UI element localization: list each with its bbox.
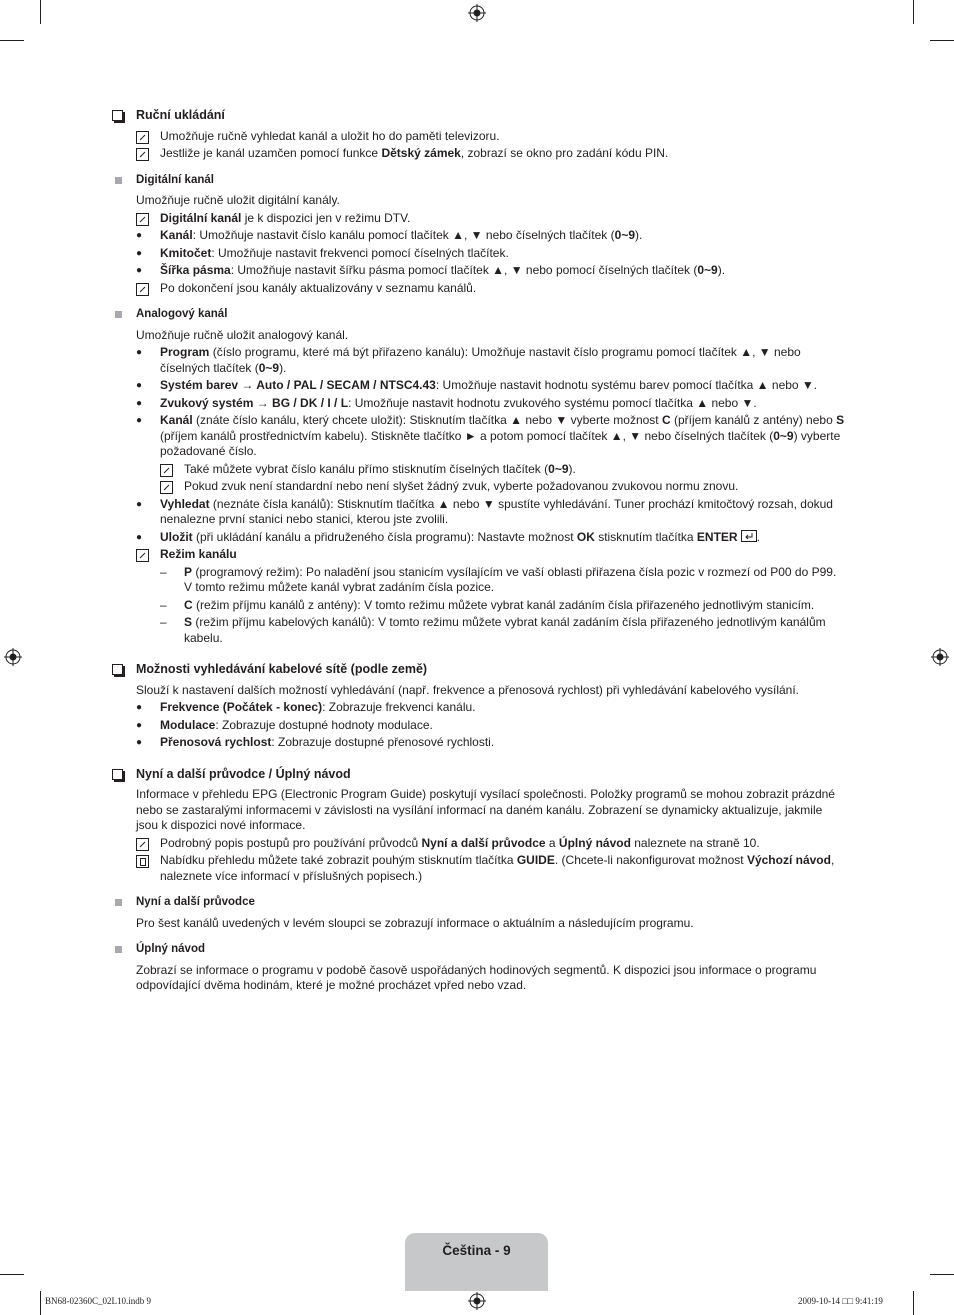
page-content	[112, 108, 847, 996]
square-bullet-icon	[115, 899, 122, 906]
registration-mark-icon	[4, 648, 22, 666]
crop-mark	[40, 0, 41, 24]
checkbox-square-icon	[112, 110, 123, 121]
list-item: ● Šířka pásma: Umožňuje nastavit šířku pásma pomocí tlačítek ▲, ▼ nebo pomocí číselných tlačítek (0~9).	[136, 263, 726, 277]
list-item: ● Vyhledat (neznáte čísla kanálů): Stisknutím tlačítka ▲ nebo ▼ spustíte vyhledávání. Tuner prochází kmitočtový rozsah, dokud nenalezne první stanici nebo stanici, kterou jste zvolili.	[136, 496, 833, 526]
tip-item: Nabídku přehledu můžete také zobrazit pouhým stisknutím tlačítka GUIDE. (Chcete-li nakonfigurovat možnost Výchozí návod, naleznete více informací v příslušných popisech.)	[112, 853, 847, 884]
crop-mark	[913, 1291, 914, 1315]
dash-icon: –	[160, 597, 167, 612]
section-title-guide: Nyní a další průvodce / Úplný návod	[112, 767, 847, 783]
paragraph: Informace v přehledu EPG (Electronic Program Guide) poskytují vysílací společnosti. Položky programů se mohou zobrazit prázdné nebo se zastaralými informacemi v závislosti na vysílání informací na daném kanálu. Zobrazení se dynamicky aktualizuje, jakmile jsou k dispozici nové informace.	[136, 787, 835, 832]
list-item: ● Frekvence (Počátek - konec): Zobrazuje frekvenci kanálu.	[136, 700, 476, 714]
dash-item: – P (programový režim): Po naladění jsou stanicím vysílajícím ve vaší oblasti přiřazena čísla pozic v rozmezí od P00 do P99. V tomto režimu můžete kanál vybrat zadáním čísla pozice.	[160, 564, 837, 594]
enter-key-icon	[741, 530, 757, 542]
note-icon	[160, 481, 173, 494]
remote-tip-icon	[136, 855, 149, 868]
note-item: Digitální kanál je k dispozici jen v režimu DTV.	[112, 211, 847, 227]
bullet-icon: ●	[136, 737, 143, 748]
registration-mark-icon	[931, 648, 949, 666]
registration-mark-icon	[468, 4, 486, 22]
list-item: ● Zvukový systém → BG / DK / I / L: Umožňuje nastavit hodnotu zvukového systému pomocí tlačítka ▲ nebo ▼.	[136, 395, 757, 410]
bullet-icon: ●	[136, 415, 143, 426]
square-bullet-icon	[115, 946, 122, 953]
paragraph: Umožňuje ručně uložit analogový kanál.	[136, 327, 349, 342]
paragraph: Pro šest kanálů uvedených v levém sloupci se zobrazují informace o aktuálním a následujícím programu.	[136, 915, 694, 930]
bullet-icon: ●	[136, 247, 143, 259]
bullet-icon: ●	[136, 719, 143, 731]
square-bullet-icon	[115, 177, 122, 184]
note-item: Režim kanálu	[112, 547, 847, 563]
subsection-title-digital: Digitální kanál	[112, 173, 847, 189]
paragraph: Slouží k nastavení dalších možností vyhledávání (např. frekvence a přenosová rychlost) při vyhledávání kabelového vysílání.	[136, 682, 800, 697]
paragraph: Zobrazí se informace o programu v podobě časově uspořádaných hodinových segmentů. K dispozici jsou informace o programu odpovídající dvěma hodinám, které je možné procházet vpřed nebo vzad.	[136, 962, 817, 992]
note-item: Jestliže je kanál uzamčen pomocí funkce Dětský zámek, zobrazí se okno pro zadání kódu PIN.	[112, 146, 847, 162]
section-title-cable: Možnosti vyhledávání kabelové sítě (podle země)	[112, 662, 847, 678]
registration-mark-icon	[468, 1292, 486, 1310]
subsection-title-analog: Analogový kanál	[112, 307, 847, 323]
crop-mark	[930, 1274, 954, 1275]
dash-icon: –	[160, 615, 167, 629]
dash-item: – C (režim příjmu kanálů z antény): V tomto režimu můžete vybrat kanál zadáním čísla přiřazeného jednotlivým stanicím.	[160, 597, 815, 612]
list-item: ● Přenosová rychlost: Zobrazuje dostupné přenosové rychlosti.	[136, 735, 495, 749]
note-icon	[136, 213, 149, 226]
section-title-manual: Ruční ukládání	[112, 108, 847, 124]
print-slug-left: BN68-02360C_02L10.indb 9	[45, 1296, 152, 1306]
bullet-icon: ●	[136, 265, 143, 276]
note-icon	[136, 148, 149, 161]
subsection-title-full-guide: Úplný návod	[112, 942, 847, 958]
bullet-icon: ●	[136, 347, 143, 358]
note-icon	[136, 549, 149, 562]
dash-icon: –	[160, 564, 167, 579]
list-item: ● Kanál (znáte číslo kanálu, který chcete uložit): Stisknutím tlačítka ▲ nebo ▼ vyberte možnost C (příjem kanálů z antény) nebo S (příjem kanálů prostřednictvím kabelu). Stiskněte tlačítko ► a potom pomocí tlačítek ▲, ▼ nebo číselných tlačítek (0~9) vyberte požadované číslo.	[136, 413, 845, 458]
note-icon	[136, 283, 149, 296]
list-item: ● Kmitočet: Umožňuje nastavit frekvenci pomocí číselných tlačítek.	[136, 245, 509, 260]
bullet-icon: ●	[136, 702, 143, 713]
note-item: Pokud zvuk není standardní nebo není slyšet žádný zvuk, vyberte požadovanou zvukovou normu znovu.	[112, 479, 847, 495]
crop-mark	[0, 1274, 24, 1275]
checkbox-square-icon	[112, 664, 123, 675]
note-item: Umožňuje ručně vyhledat kanál a uložit ho do paměti televizoru.	[112, 129, 847, 145]
bullet-icon: ●	[136, 498, 143, 510]
paragraph: Umožňuje ručně uložit digitální kanály.	[136, 193, 340, 207]
note-icon	[136, 838, 149, 851]
page-number: Čeština - 9	[442, 1243, 511, 1258]
bullet-icon: ●	[136, 531, 143, 543]
list-item: ● Modulace: Zobrazuje dostupné hodnoty modulace.	[136, 717, 433, 732]
print-slug-right: 2009-10-14 □□ 9:41:19	[798, 1296, 883, 1306]
note-item: Také můžete vybrat číslo kanálu přímo stisknutím číselných tlačítek (0~9).	[112, 462, 847, 478]
subsection-title-now-next: Nyní a další průvodce	[112, 895, 847, 911]
dash-item: – S (režim příjmu kabelových kanálů): V tomto režimu můžete vybrat kanál zadáním čísla přiřazeného jednotlivým kanálům kabelu.	[160, 615, 826, 645]
note-item: Podrobný popis postupů pro používání průvodců Nyní a další průvodce a Úplný návod naleznete na straně 10.	[112, 836, 847, 852]
bullet-icon: ●	[136, 230, 143, 241]
crop-mark	[913, 0, 914, 24]
bullet-icon: ●	[136, 397, 143, 409]
list-item: ● Program (číslo programu, které má být přiřazeno kanálu): Umožňuje nastavit číslo programu pomocí tlačítek ▲, ▼ nebo číselných tlačítek (0~9).	[136, 345, 801, 375]
list-item: ● Kanál: Umožňuje nastavit číslo kanálu pomocí tlačítek ▲, ▼ nebo číselných tlačítek (0~9).	[136, 228, 643, 242]
crop-mark	[0, 40, 24, 41]
crop-mark	[40, 1291, 41, 1315]
note-icon	[136, 131, 149, 144]
list-item: ● Systém barev → Auto / PAL / SECAM / NTSC4.43: Umožňuje nastavit hodnotu systému barev pomocí tlačítka ▲ nebo ▼.	[136, 378, 818, 392]
bullet-icon: ●	[136, 380, 143, 391]
page-number-tab	[405, 1233, 548, 1291]
note-item: Po dokončení jsou kanály aktualizovány v seznamu kanálů.	[112, 281, 847, 297]
note-icon	[160, 464, 173, 477]
list-item: ● Uložit (při ukládání kanálu a přidruženého čísla programu): Nastavte možnost OK stisknutím tlačítka ENTER .	[136, 529, 760, 544]
checkbox-square-icon	[112, 769, 123, 780]
crop-mark	[930, 40, 954, 41]
square-bullet-icon	[115, 311, 122, 318]
